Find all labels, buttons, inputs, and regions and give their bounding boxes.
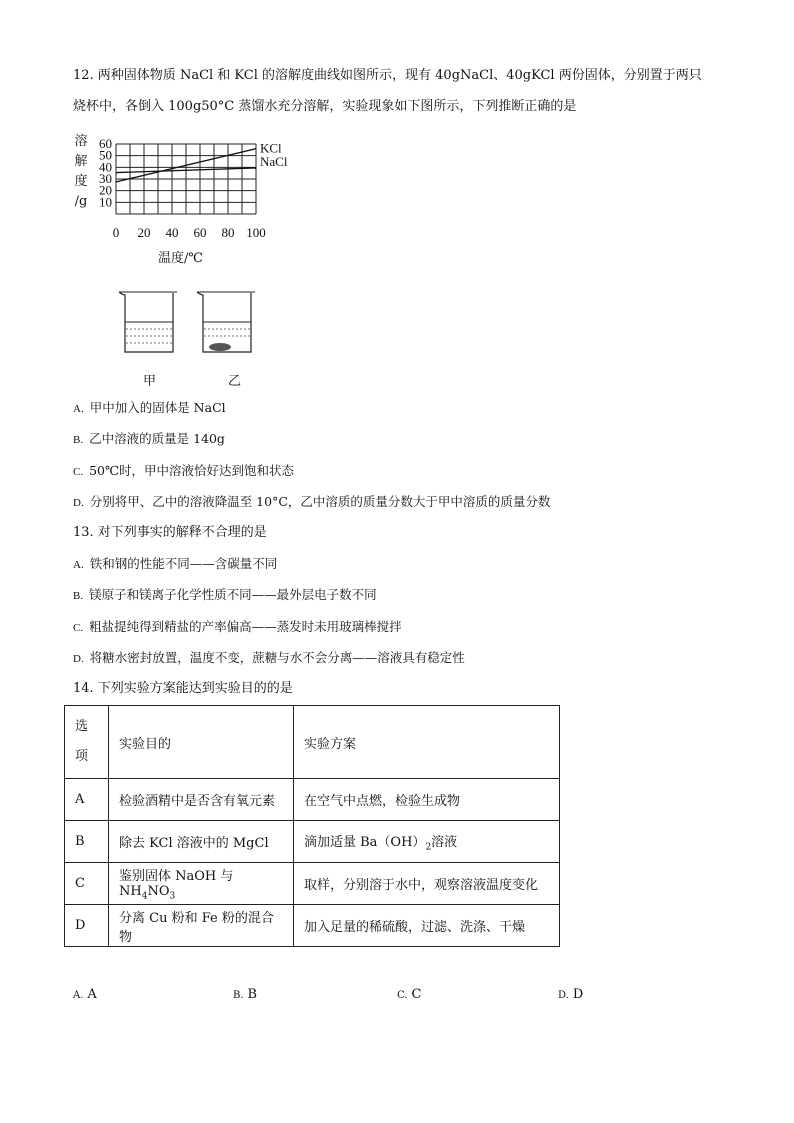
answer-text: D xyxy=(572,987,584,1002)
q13-stem: 13. 对下列事实的解释不合理的是 xyxy=(73,525,267,540)
y-tick-label: 60 xyxy=(99,136,112,151)
q12-stem-line2: 烧杯中，各倒入 100g50°C 蒸馏水充分溶解，实验现象如下图所示，下列推断正确的是 xyxy=(73,99,577,114)
answer-b xyxy=(233,987,257,1002)
row-option: D xyxy=(65,905,109,947)
row-option: A xyxy=(65,779,109,821)
table-row xyxy=(65,821,560,863)
header-char: 项 xyxy=(75,749,89,764)
row-goal: 检验酒精中是否含有氧元素 xyxy=(109,779,294,821)
option-text: 甲中加入的固体是 NaCl xyxy=(89,400,226,415)
series-label-kcl: KCl xyxy=(260,140,282,156)
answer-letter: B. xyxy=(233,990,244,1001)
q12-stem-line1: 12. 两种固体物质 NaCl 和 KCl 的溶解度曲线如图所示，现有 40gNaCl、40gKCl 两份固体，分别置于两只 xyxy=(73,68,702,83)
goal-text: 鉴别固体 NaOH 与 NH xyxy=(119,869,234,900)
option-letter: B. xyxy=(73,434,84,446)
q12-option-d xyxy=(73,492,550,513)
option-letter: C. xyxy=(73,466,84,478)
header-char: 选 xyxy=(75,719,89,734)
subscript: 3 xyxy=(169,891,176,902)
x-tick-label: 100 xyxy=(246,225,266,240)
answer-c xyxy=(397,987,421,1002)
table-header-row xyxy=(65,706,560,779)
answer-text: C xyxy=(411,987,422,1002)
experiment-table xyxy=(64,705,560,947)
option-text: 粗盐提纯得到精盐的产率偏高——蒸发时未用玻璃棒搅拌 xyxy=(89,619,402,634)
q13-option-a xyxy=(73,554,277,575)
option-text: 分别将甲、乙中的溶液降温至 10°C，乙中溶质的质量分数大于甲中溶质的质量分数 xyxy=(89,494,551,509)
option-letter: B. xyxy=(73,590,84,602)
answer-a xyxy=(73,987,97,1002)
table-row xyxy=(65,863,560,905)
q13-option-c xyxy=(73,617,402,638)
x-tick-label: 20 xyxy=(137,225,151,240)
header-option-col xyxy=(65,706,109,779)
y-tick-label: 50 xyxy=(99,147,112,163)
y-tick-label: 30 xyxy=(99,171,112,186)
chart-ticks xyxy=(99,136,266,240)
beaker-label-yi: 乙 xyxy=(228,374,242,389)
header-goal-col: 实验目的 xyxy=(109,706,294,779)
answer-letter: C. xyxy=(397,990,408,1001)
row-plan: 加入足量的稀硫酸，过滤、洗涤、干燥 xyxy=(294,905,560,947)
option-text: 铁和钢的性能不同——含碳量不同 xyxy=(89,556,278,571)
y-title-char: 解 xyxy=(74,154,88,169)
chart-x-label: 温度/℃ xyxy=(158,251,203,266)
answer-letter: D. xyxy=(558,990,569,1001)
q13-option-d xyxy=(73,648,465,669)
y-title-char: /g xyxy=(74,194,88,209)
goal-text: NO xyxy=(147,884,170,900)
row-option: C xyxy=(65,863,109,905)
answer-text: B xyxy=(247,987,258,1002)
table-row xyxy=(65,779,560,821)
answer-letter: A. xyxy=(73,990,84,1001)
row-goal: 分离 Cu 粉和 Fe 粉的混合物 xyxy=(109,905,294,947)
option-letter: C. xyxy=(73,622,84,634)
q12-option-b xyxy=(73,429,225,450)
solubility-chart xyxy=(88,136,328,256)
x-tick-label: 80 xyxy=(221,225,235,240)
beaker-jia xyxy=(117,289,179,357)
q12-option-c xyxy=(73,461,294,482)
q14-stem: 14. 下列实验方案能达到实验目的的是 xyxy=(73,681,293,696)
option-text: 50℃时，甲中溶液恰好达到饱和状态 xyxy=(89,463,294,478)
plan-text: 溶液 xyxy=(431,834,458,850)
beaker-yi xyxy=(195,289,257,357)
option-letter: D. xyxy=(73,497,84,509)
y-tick-label: 10 xyxy=(99,194,112,210)
series-label-nacl: NaCl xyxy=(260,153,288,169)
y-tick-label: 40 xyxy=(99,159,112,175)
option-letter: A. xyxy=(73,559,84,571)
chart-series xyxy=(116,141,288,182)
option-text: 将糖水密封放置，温度不变，蔗糖与水不会分离——溶液具有稳定性 xyxy=(89,650,465,665)
subscript: 4 xyxy=(141,891,148,902)
x-tick-label: 60 xyxy=(193,225,207,240)
header-plan-col: 实验方案 xyxy=(294,706,560,779)
y-title-char: 溶 xyxy=(74,134,88,149)
chart-grid xyxy=(116,144,256,214)
answer-d xyxy=(558,987,583,1002)
undissolved-solid xyxy=(209,343,231,351)
x-tick-label: 0 xyxy=(112,225,120,240)
x-tick-label: 40 xyxy=(165,225,179,240)
option-letter: D. xyxy=(73,653,84,665)
answer-text: A xyxy=(87,987,97,1002)
row-option: B xyxy=(65,821,109,863)
row-plan xyxy=(294,821,560,863)
option-text: 镁原子和镁离子化学性质不同——最外层电子数不同 xyxy=(89,587,377,602)
beaker-label-jia: 甲 xyxy=(143,374,157,389)
row-plan: 在空气中点燃，检验生成物 xyxy=(294,779,560,821)
y-title-char: 度 xyxy=(74,174,88,189)
option-text: 乙中溶液的质量是 140g xyxy=(89,431,225,446)
row-plan: 取样，分别溶于水中，观察溶液温度变化 xyxy=(294,863,560,905)
y-tick-label: 20 xyxy=(99,182,112,198)
table-row xyxy=(65,905,560,947)
q13-option-b xyxy=(73,585,377,606)
row-goal xyxy=(109,863,294,905)
option-letter: A. xyxy=(73,403,84,415)
plan-text: 滴加适量 Ba（OH） xyxy=(304,834,426,850)
row-goal: 除去 KCl 溶液中的 MgCl xyxy=(109,821,294,863)
chart-y-title xyxy=(73,132,89,212)
q12-option-a xyxy=(73,398,226,419)
subscript: 2 xyxy=(425,842,432,853)
